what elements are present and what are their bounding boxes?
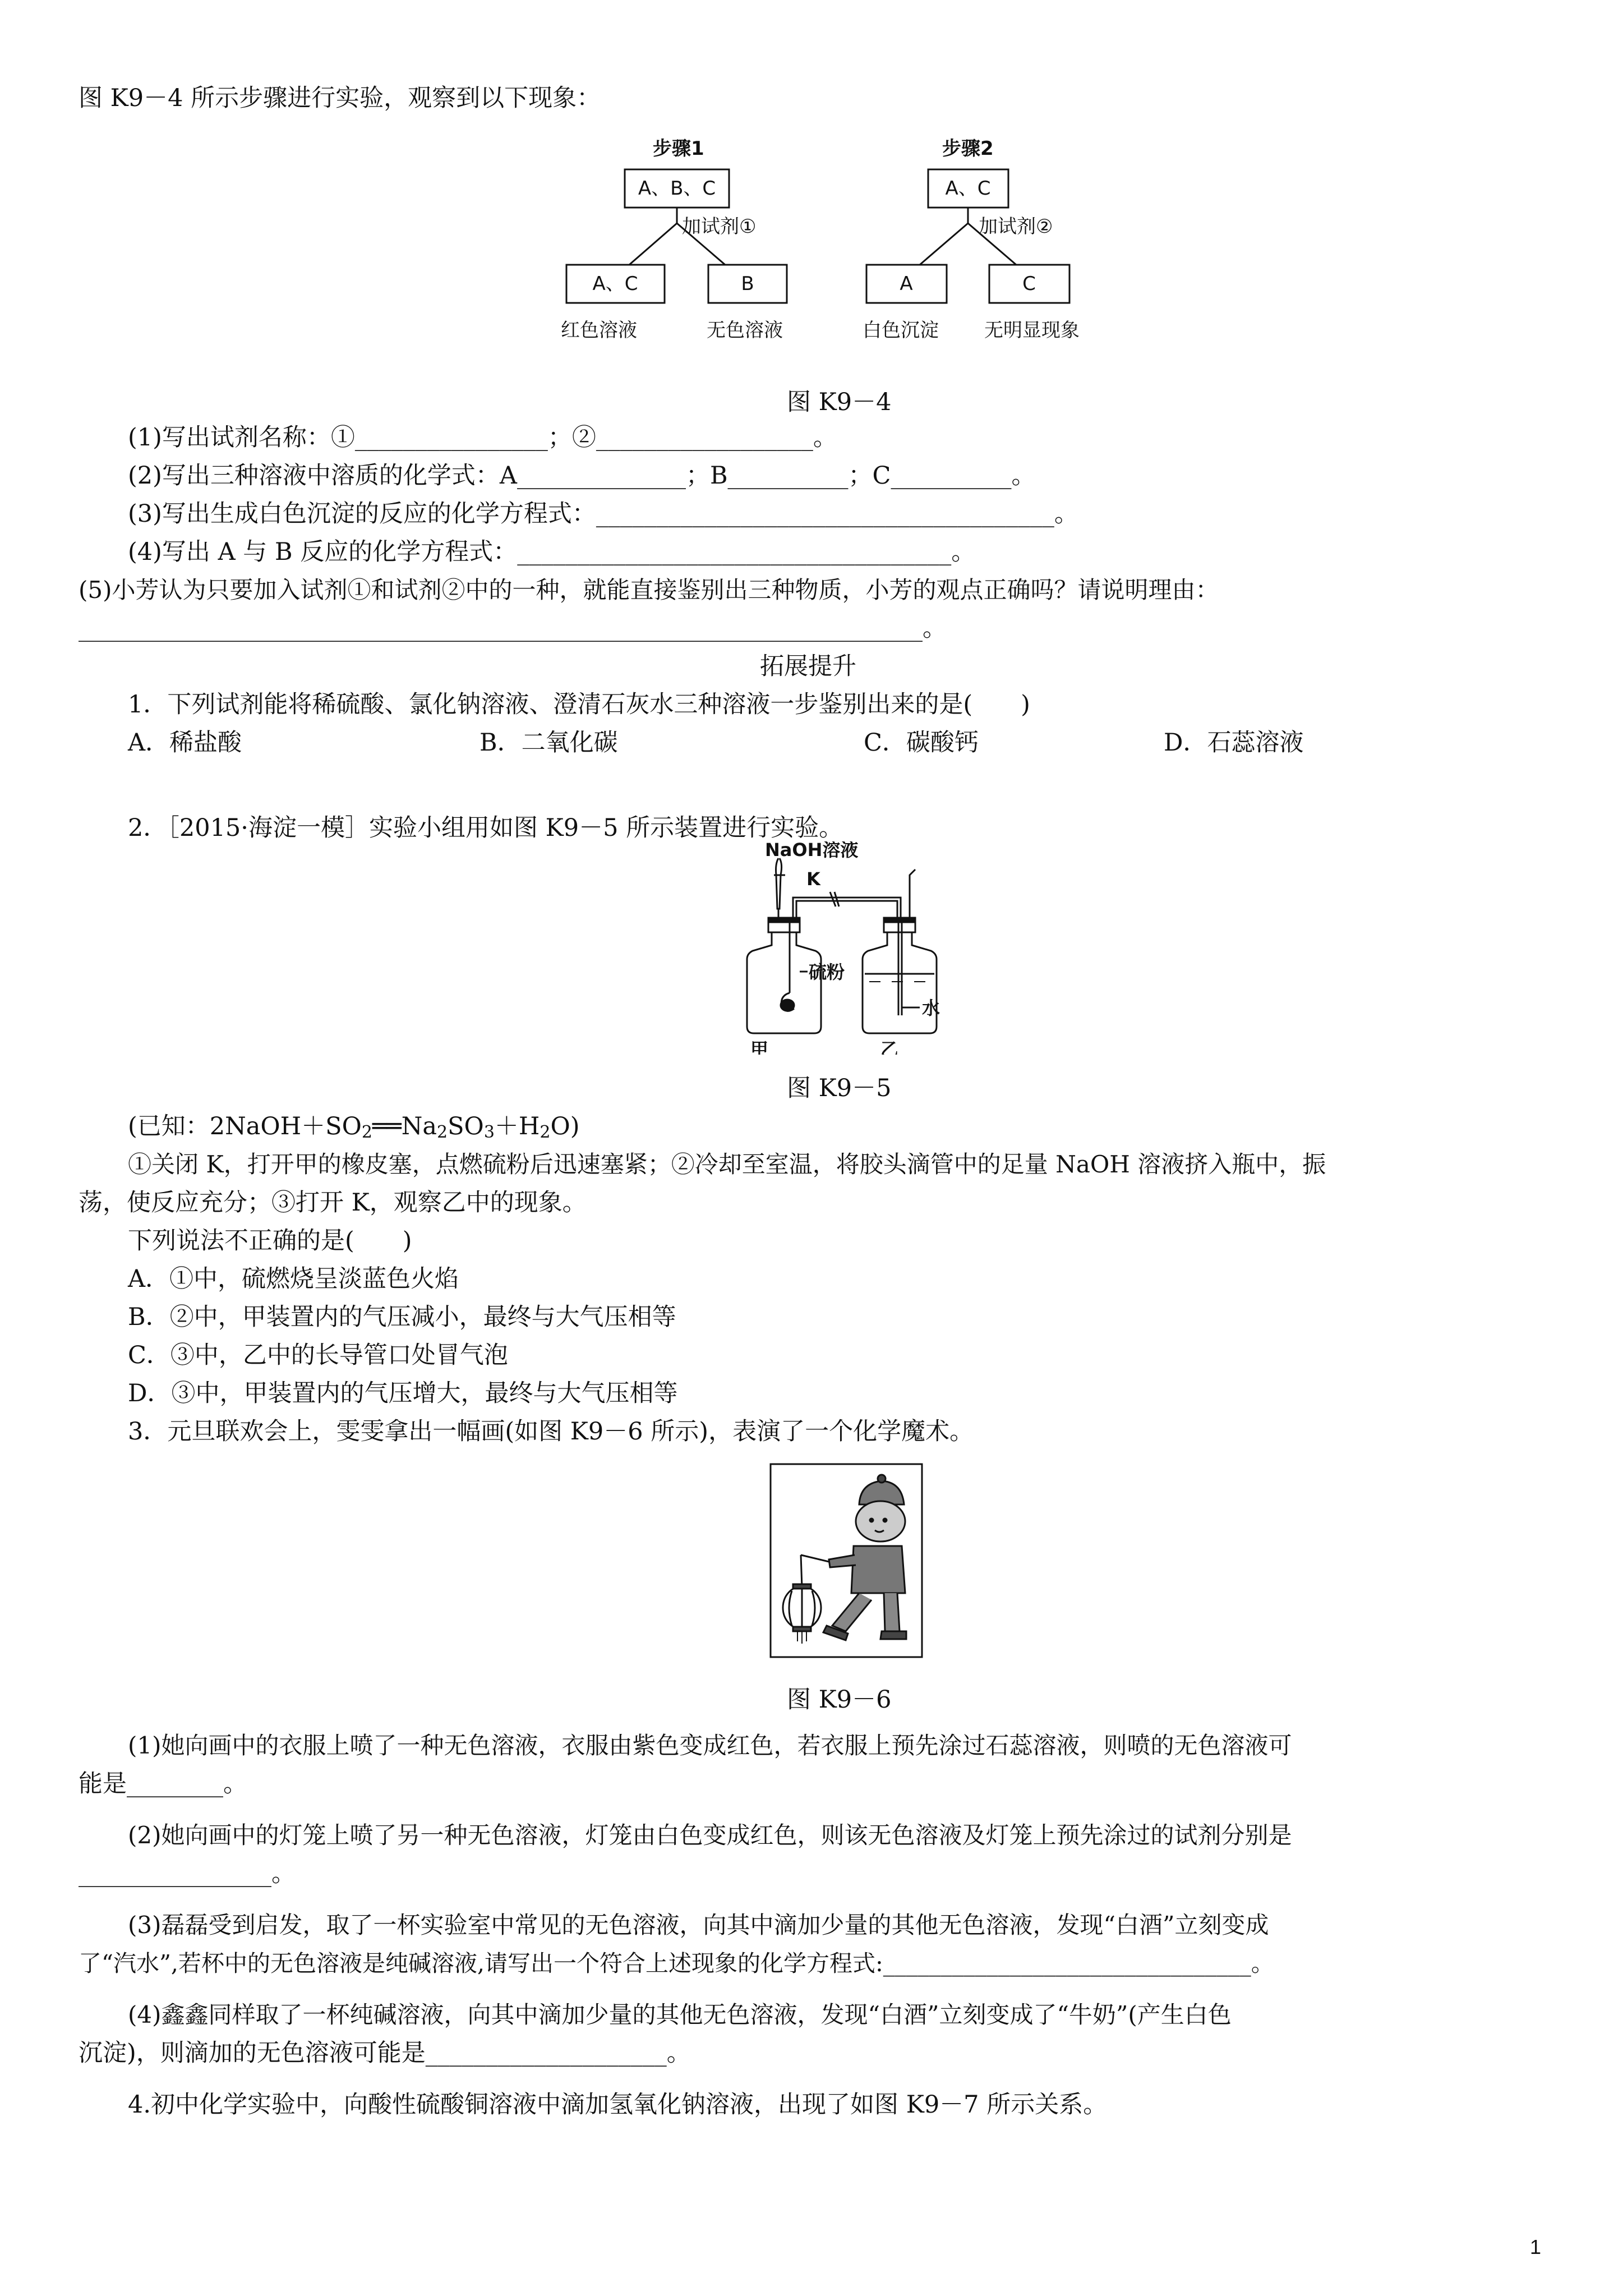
p1-option-c: C．碳酸钙 — [864, 729, 979, 757]
box2-top-text: A、C — [945, 177, 991, 200]
p1-stem: 1．下列试剂能将稀硫酸、氯化钠溶液、澄清石灰水三种溶液一步鉴别出来的是( ) — [128, 691, 1030, 719]
fig5-sulfur-label: 硫粉 — [809, 961, 845, 983]
fig5-yi-label: 乙 — [880, 1039, 899, 1055]
q1-part5-answer-line: ______________________________________________________________________。 — [79, 614, 947, 642]
p3-part4-line1: (4)鑫鑫同样取了一杯纯碱溶液，向其中滴加少量的其他无色溶液，发现“白酒”立刻变成了“牛奶”(产生白色 — [128, 2001, 1232, 2028]
reagent2-label: 加试剂② — [979, 215, 1053, 238]
figure-k9-5-caption: 图 K9－5 — [787, 1074, 892, 1102]
p1-option-a: A．稀盐酸 — [128, 729, 242, 757]
p3-part2-line1: (2)她向画中的灯笼上喷了另一种无色溶液，灯笼由白色变成红色，则该无色溶液及灯笼上预先涂过的试剂分别是 — [128, 1821, 1292, 1849]
p3-part1-line1: (1)她向画中的衣服上喷了一种无色溶液，衣服由紫色变成红色，若衣服上预先涂过石蕊溶液，则喷的无色溶液可 — [128, 1732, 1292, 1759]
step2-label: 步骤2 — [942, 137, 994, 160]
fig5-naoh-label: NaOH溶液 — [765, 841, 859, 861]
figure-k9-6-caption: 图 K9－6 — [787, 1686, 892, 1714]
p2-steps-line2: 荡，使反应充分；③打开 K，观察乙中的现象。 — [79, 1189, 587, 1217]
figure-k9-6 — [769, 1463, 923, 1660]
p2-steps-line1: ①关闭 K，打开甲的橡皮塞，点燃硫粉后迅速塞紧；②冷却至室温，将胶头滴管中的足量 NaOH 溶液挤入瓶中，振 — [128, 1151, 1326, 1178]
box2-left-text: A — [900, 273, 913, 295]
p2-option-d: D．③中，甲装置内的气压增大，最终与大气压相等 — [128, 1379, 678, 1407]
p3-part4-line2: 沉淀)，则滴加的无色溶液可能是____________________。 — [79, 2039, 691, 2067]
fig5-water-label: 水 — [922, 997, 940, 1019]
figure-k9-4-caption: 图 K9－4 — [787, 388, 892, 416]
p1-option-b: B．二氧化碳 — [479, 729, 618, 757]
box1-left-text: A、C — [592, 273, 638, 295]
label1-right: 无色溶液 — [707, 319, 783, 342]
p3-stem: 3．元旦联欢会上，雯雯拿出一幅画(如图 K9－6 所示)，表演了一个化学魔术。 — [128, 1418, 974, 1446]
p2-option-c: C．③中，乙中的长导管口处冒气泡 — [128, 1341, 508, 1369]
step1-label: 步骤1 — [653, 137, 704, 160]
p3-part3-line2: 了“汽水”,若杯中的无色溶液是纯碱溶液,请写出一个符合上述现象的化学方程式:________________________________。 — [79, 1950, 1274, 1977]
fig5-jia-label: 甲 — [750, 1039, 769, 1055]
q1-part4: (4)写出 A 与 B 反应的化学方程式：____________________________________。 — [128, 538, 976, 566]
p2-stem: 2．［2015·海淀一模］实验小组用如图 K9－5 所示装置进行实验。 — [128, 814, 843, 842]
figure-k9-4 — [555, 129, 1116, 367]
label2-right: 无明显现象 — [984, 319, 1080, 342]
box2-right-text: C — [1022, 273, 1036, 295]
reagent1-label: 加试剂① — [682, 215, 757, 238]
p1-option-d: D．石蕊溶液 — [1164, 729, 1304, 757]
box1-top-text: A、B、C — [638, 177, 716, 200]
p3-part3-line1: (3)磊磊受到启发，取了一杯实验室中常见的无色溶液，向其中滴加少量的其他无色溶液，发现“白酒”立刻变成 — [128, 1911, 1269, 1939]
q1-part2: (2)写出三种溶液中溶质的化学式：A______________；B__________；C__________。 — [128, 462, 1036, 490]
p2-option-a: A．①中，硫燃烧呈淡蓝色火焰 — [128, 1265, 459, 1293]
p4-stem: 4.初中化学实验中，向酸性硫酸铜溶液中滴加氢氧化钠溶液，出现了如图 K9－7 所示关系。 — [128, 2091, 1108, 2119]
fig5-k-label: K — [806, 868, 820, 890]
p3-part1-line2: 能是________。 — [79, 1770, 247, 1798]
q1-part1: (1)写出试剂名称：①________________；②__________________。 — [128, 424, 837, 452]
label1-left: 红色溶液 — [561, 319, 637, 342]
section-title: 拓展提升 — [760, 652, 856, 680]
p2-option-b: B．②中，甲装置内的气压减小，最终与大气压相等 — [128, 1303, 676, 1331]
p2-question: 下列说法不正确的是( ) — [128, 1227, 412, 1255]
q1-part5: (5)小芳认为只要加入试剂①和试剂②中的一种，就能直接鉴别出三种物质，小芳的观点正确吗？请说明理由： — [79, 576, 1219, 604]
label2-left: 白色沉淀 — [863, 319, 939, 342]
intro-text: 图 K9－4 所示步骤进行实验，观察到以下现象： — [79, 84, 601, 112]
p3-part2-line2: ________________。 — [79, 1860, 296, 1888]
q1-part3: (3)写出生成白色沉淀的反应的化学方程式：______________________________________。 — [128, 500, 1078, 528]
box1-right-text: B — [741, 273, 754, 295]
page-number: 1 — [1529, 2235, 1541, 2258]
p2-known: (已知：$2NaOH+SO_2══Na_2SO_3+H_2O$) — [128, 1112, 580, 1142]
figure-k9-5 — [723, 841, 981, 1057]
